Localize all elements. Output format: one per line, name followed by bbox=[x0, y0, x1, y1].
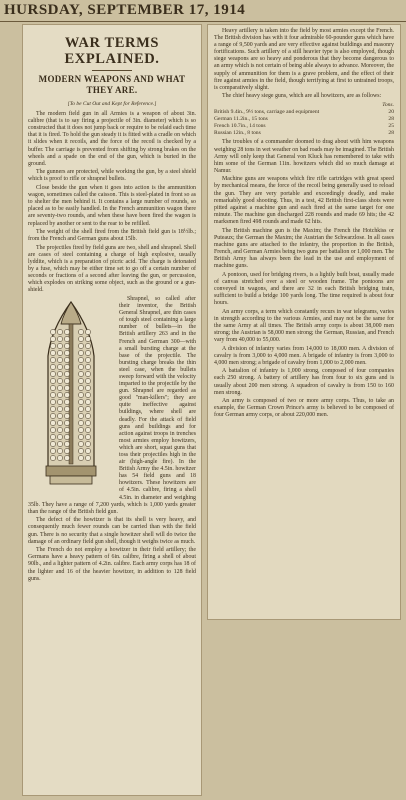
shrapnel-bullet bbox=[78, 399, 83, 404]
shrapnel-bullet bbox=[85, 434, 90, 439]
paragraph: The French do not employ a howitzer in their field artillery; the Germans have a heavy pattern of 6in. calibre, firing a shell of about 90lb., and a lighter pattern of 4.2in. calibre. Each army corps has 18 of the lighter and 16 of the heavier howitzer, in addition to 128 field guns. bbox=[28, 547, 196, 582]
shrapnel-bullet bbox=[57, 392, 62, 397]
shrapnel-bullet bbox=[50, 441, 55, 446]
shrapnel-bullet bbox=[57, 399, 62, 404]
shrapnel-bullet bbox=[64, 329, 69, 334]
table-row bbox=[214, 116, 394, 123]
shrapnel-bullet bbox=[57, 441, 62, 446]
shrapnel-bullet bbox=[85, 357, 90, 362]
shrapnel-bullet bbox=[64, 427, 69, 432]
shrapnel-bullet bbox=[57, 357, 62, 362]
shrapnel-bullet bbox=[78, 329, 83, 334]
shrapnel-bullet bbox=[57, 448, 62, 453]
table-row bbox=[214, 123, 394, 130]
shrapnel-bullet bbox=[64, 392, 69, 397]
shrapnel-bullet bbox=[50, 455, 55, 460]
gun-tons: 28 bbox=[388, 116, 394, 123]
shrapnel-bullet bbox=[50, 427, 55, 432]
title-divider bbox=[92, 70, 132, 71]
shrapnel-bullet bbox=[78, 364, 83, 369]
table-row bbox=[214, 109, 394, 116]
shrapnel-bullet bbox=[85, 343, 90, 348]
article-clipping-right bbox=[207, 24, 401, 620]
tons-column-header: Tons. bbox=[382, 102, 394, 109]
article-title-line2: EXPLAINED. bbox=[64, 51, 160, 67]
siege-guns-table bbox=[214, 102, 394, 136]
shrapnel-bullet bbox=[64, 336, 69, 341]
shrapnel-bullet bbox=[78, 448, 83, 453]
paragraph: The defect of the howitzer is that its shell is very heavy, and consequently much fewer rounds can be carried than with the field gun. There is no security that a single howitzer shell will do twice the damage of an ordinary field gun shell, though it weighs twice as much. bbox=[28, 517, 196, 545]
shrapnel-bullet bbox=[85, 336, 90, 341]
shrapnel-bullet bbox=[85, 441, 90, 446]
shrapnel-bullet bbox=[85, 392, 90, 397]
paragraph: A division of infantry varies from 14,000 to 18,000 men. A division of cavalry is from 3,000 to 4,000 men. A brigade of infantry is from 3,000 to 4,000 men strong; a brigade of cavalry from 1,000 to 2,000 men. bbox=[214, 345, 394, 366]
shrapnel-bullet bbox=[57, 364, 62, 369]
gun-label: Russian 12in., 8 tons bbox=[214, 129, 261, 136]
shrapnel-bullet bbox=[78, 420, 83, 425]
paragraph: An army is composed of two or more army corps. Thus, to take an example, the German Crown Prince's army is believed to be composed of four German army corps, or about 220,000 men. bbox=[214, 398, 394, 419]
shrapnel-bullet bbox=[85, 371, 90, 376]
shrapnel-bullet bbox=[85, 378, 90, 383]
shrapnel-bullet bbox=[64, 448, 69, 453]
shrapnel-bullet bbox=[64, 455, 69, 460]
paragraph: The British machine gun is the Maxim; the French the Hotchkiss or Puteaux; the German the Maxim; the Austrian the Schwarzlose. In all cases machine guns are attached to the infantry, the proportion in the British, French, and German Armies being two guns per battalion or 1,000 men. The British Army has always been the lead in the use and employment of machine guns. bbox=[214, 227, 395, 270]
shrapnel-bullet bbox=[50, 434, 55, 439]
shrapnel-bullet bbox=[57, 378, 62, 383]
shrapnel-bullet bbox=[64, 378, 69, 383]
table-row bbox=[214, 130, 394, 137]
shrapnel-bullet bbox=[50, 420, 55, 425]
paragraph: The weight of the shell fired from the British field gun is 18½lb.; from the French and German guns about 15lb. bbox=[28, 229, 196, 243]
shrapnel-bullet bbox=[85, 427, 90, 432]
shrapnel-bullet bbox=[64, 434, 69, 439]
paragraph: Shrapnel, so called after their inventor, the British General Shrapnel, are thin cases of tough steel containing a large number of bullets—in the British artillery 263 and in the French and German 300—with a small bursting charge at the base of the projectile. The bursting charge breaks the thin steel case, when the bullets sweep forward with the velocity imparted to the projectile by the gun. Shrapnel are regarded as good "man-killers"; they are quite ineffective against buildings, where shell are deadly. For the attack of field guns and buildings and for action against troops in trenches most armies employ howitzers, which are short, squat guns that toss their projectiles high in the air (high-angle fire). In the British Army the 4.5in. howitzer has 54 field guns and 18 howitzers. These howitzers are of 4.5in. calibre, firing a shell 4.5in. in diameter and weighing 35lb. They have a range of 7,200 yards, which is 1,000 yards greater than the range of the British field gun. bbox=[28, 295, 196, 515]
shrapnel-bullet bbox=[57, 371, 62, 376]
reference-note: [To be Cut Out and Kept for Reference.] bbox=[67, 101, 157, 107]
shrapnel-bullet bbox=[64, 357, 69, 362]
paragraph: Machine guns are weapons which fire rifle cartridges with great speed by mechanical means, the force of the recoil being generally used to reload the gun. They are very portable and exceedingly deadly, and make remarkably good shooting. Thus, in a test, 42 British first-class shots were pitted against a machine gun and each fired at the same target for one minute. The machine gun discharged 228 rounds and made 69 hits; the 42 marksmen fired 498 rounds and made 62 hits. bbox=[214, 176, 394, 225]
shrapnel-bullet bbox=[64, 385, 69, 390]
shrapnel-bullet bbox=[50, 336, 55, 341]
shrapnel-bullet bbox=[85, 350, 90, 355]
shrapnel-bullet bbox=[78, 434, 83, 439]
shrapnel-bullet bbox=[64, 413, 69, 418]
shrapnel-bullet bbox=[57, 406, 62, 411]
shrapnel-bullet bbox=[50, 343, 55, 348]
shrapnel-bullet bbox=[78, 441, 83, 446]
shrapnel-bullet bbox=[57, 434, 62, 439]
paragraph: The gunners are protected, while working the gun, by a steel shield which is proof to rifle or shrapnel bullets. bbox=[28, 169, 196, 183]
shrapnel-bullet bbox=[85, 455, 90, 460]
shrapnel-bullet bbox=[85, 364, 90, 369]
shrapnel-bullet bbox=[50, 406, 55, 411]
shrapnel-bullet bbox=[57, 336, 62, 341]
shrapnel-bullet bbox=[57, 350, 62, 355]
paragraph: A battalion of infantry is 1,000 strong, composed of four companies each 250 strong. A battery of artillery has from four to six guns and is usually about 200 men strong. A squadron of cavalry is from 150 to 160 men strong. bbox=[214, 368, 394, 396]
shrapnel-bullet bbox=[57, 455, 62, 460]
shrapnel-bullet bbox=[85, 399, 90, 404]
paragraph: The troubles of a commander doomed to drag about with him weapons weighing 28 tons in wet weather on bad roads may be imagined. The British Army will only keep that General von Kluck has remembered to take with him some of the German 11in. howitzers which did so much damage at Namur. bbox=[214, 139, 394, 174]
gun-tons: 20 bbox=[388, 109, 394, 116]
shrapnel-bullet bbox=[85, 329, 90, 334]
shrapnel-bullet bbox=[78, 406, 83, 411]
shrapnel-bullet bbox=[78, 413, 83, 418]
shrapnel-bullet bbox=[78, 371, 83, 376]
shrapnel-bullet bbox=[50, 413, 55, 418]
shrapnel-bullet bbox=[85, 420, 90, 425]
shrapnel-bullet bbox=[78, 336, 83, 341]
shrapnel-bullet bbox=[50, 371, 55, 376]
shrapnel-bullet bbox=[78, 378, 83, 383]
newspaper-masthead: HURSDAY, SEPTEMBER 17, 1914 bbox=[0, 0, 406, 22]
shrapnel-bullet bbox=[78, 455, 83, 460]
article-title-line1: WAR TERMS bbox=[64, 35, 160, 51]
gun-tons: 28 bbox=[388, 129, 394, 136]
shrapnel-bullet bbox=[78, 427, 83, 432]
gun-label: German 11.2in., 15 tons bbox=[214, 116, 268, 123]
shrapnel-bullet bbox=[78, 343, 83, 348]
paragraph: The modern field gun in all Armies is a weapon of about 3in. calibre (that is to say firing a projectile of 3in. diameter) which is so constructed that it does not jump back or require to be relaid each time that it is fired. To hold the gun steady it is fitted with a cradle on which it slides when it recoils, and the force of the recoil is checked by a buffer. The carriage is prevented from shifting by strong brakes on the wheels and a spade on the end of the gun, which is buried in the ground. bbox=[28, 111, 196, 167]
shrapnel-bullet bbox=[85, 448, 90, 453]
shrapnel-bullet bbox=[57, 329, 62, 334]
article-subtitle: MODERN WEAPONS AND WHAT THEY ARE. bbox=[38, 74, 186, 95]
paragraph: A pontoon, used for bridging rivers, is a lightly built boat, usually made of canvas stretched over a steel or wooden frame. The pontoons are conveyed in wagons, and there are 32 in each British bridging train, sufficient to build a bridge 100 yards long. The time required is about four hours. bbox=[214, 271, 394, 306]
gun-label: French 10.7in., 14 tons bbox=[214, 122, 266, 129]
shrapnel-bullet bbox=[64, 441, 69, 446]
shrapnel-bullet bbox=[64, 420, 69, 425]
paragraph: Close beside the gun when it goes into action is the ammunition wagon, sometimes called the caisson. This is steel-plated in front so as to shelter the men behind it. It contains a large number of rounds, so placed as to be easily handled. In the French ammunition wagon there are seventy-two rounds, and when these have been fired the wagon is replaced by another or sent to the rear to be refilled. bbox=[28, 185, 196, 227]
shrapnel-bullet bbox=[64, 350, 69, 355]
shrapnel-bullet bbox=[57, 343, 62, 348]
shrapnel-bullet bbox=[50, 392, 55, 397]
shrapnel-bullet bbox=[85, 406, 90, 411]
paragraph: The projectiles fired by field guns are two, shell and shrapnel. Shell are cases of steel containing a charge of high explosive, usually lyddite, which is a preparation of picric acid. The charge is detonated by a fuse, which may be either time set to go off a certain number of seconds or fractions of a second after leaving the gun, or percussion, which explodes on striking some object, such as the ground or a gun-shield. bbox=[28, 244, 196, 294]
shrapnel-bullet bbox=[50, 385, 55, 390]
article-clipping-left bbox=[22, 24, 202, 796]
shrapnel-bullet bbox=[50, 329, 55, 334]
shrapnel-bullet bbox=[50, 399, 55, 404]
paragraph: An army corps, a term which constantly recurs in war telegrams, varies in strength according to the various Armies, and may not be the same for the same Army at all times. The British army corps is about 38,000 men strong; the Austrian is 58,000 men strong; the German, Russian, and French vary from 40,000 to 55,000. bbox=[214, 308, 394, 343]
shrapnel-bullet bbox=[50, 357, 55, 362]
shrapnel-bullet bbox=[78, 350, 83, 355]
shrapnel-bullet bbox=[57, 427, 62, 432]
shrapnel-bullet bbox=[50, 378, 55, 383]
shrapnel-bullet bbox=[64, 343, 69, 348]
shrapnel-bullet bbox=[50, 448, 55, 453]
shrapnel-bullet bbox=[57, 413, 62, 418]
paragraph: Heavy artillery is taken into the field by most armies except the French. The British division has with it four admirable 60-pounder guns which have a range of 9,500 yards and are very effective against buildings and masonry fortifications. Such artillery of a still heavier type is also employed, though siege weapons are so heavy and ponderous that they become dangerous to an army which is not certain of being able always to advance. Moreover, the supply of ammunition for them is a grave problem, and the effect of their fire against armies in the field, though terrifying at first to untrained troops, is comparatively slight. bbox=[214, 28, 394, 91]
gun-label: British 9.4in., 9½ tons, carriage and equipment bbox=[214, 109, 320, 116]
paragraph: The chief heavy siege guns, which are all howitzers, are as follows: bbox=[222, 93, 382, 100]
shrapnel-bullet bbox=[78, 385, 83, 390]
shrapnel-bullet bbox=[64, 364, 69, 369]
shrapnel-shell-diagram bbox=[28, 298, 114, 498]
shrapnel-bullet bbox=[85, 413, 90, 418]
shrapnel-bullet bbox=[78, 392, 83, 397]
shrapnel-bullet bbox=[85, 385, 90, 390]
shrapnel-bullet bbox=[57, 420, 62, 425]
shrapnel-bullet bbox=[78, 357, 83, 362]
shrapnel-bullet bbox=[50, 364, 55, 369]
shrapnel-bullet bbox=[64, 399, 69, 404]
shrapnel-bullet bbox=[57, 385, 62, 390]
gun-tons: 25 bbox=[388, 122, 394, 129]
shrapnel-bullet bbox=[50, 350, 55, 355]
shrapnel-bullet bbox=[64, 406, 69, 411]
shrapnel-bullet bbox=[64, 371, 69, 376]
